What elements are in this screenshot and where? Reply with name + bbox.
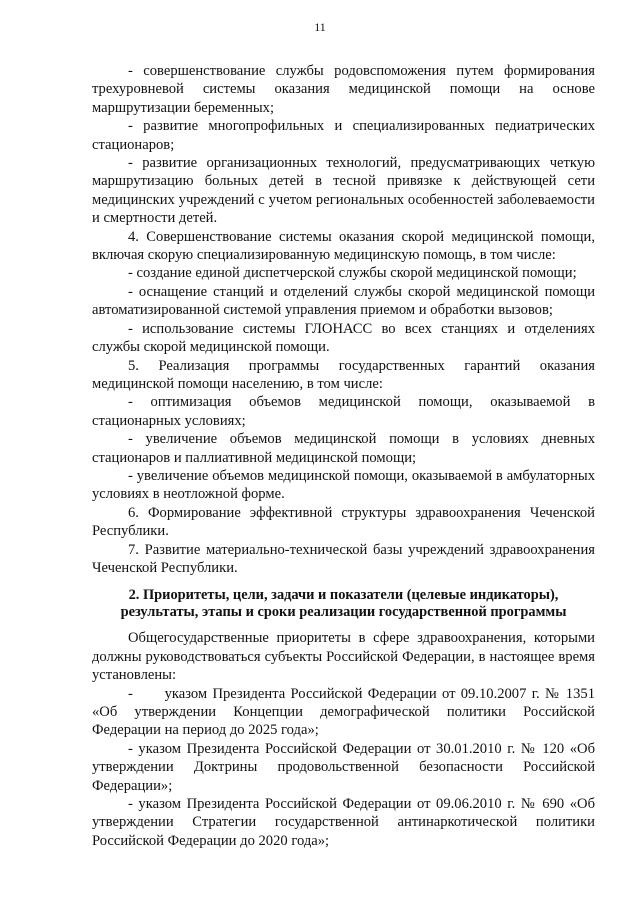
list-item: - оснащение станций и отделений службы скорой медицинской помощи автоматизированной системой управления приемом и обработки вызовов; [92, 283, 595, 319]
list-item: - указом Президента Российской Федерации от 09.06.2010 г. № 690 «Об утверждении Стратегии государственной антинаркотической политики Российской Федерации до 2020 года»; [92, 796, 595, 849]
page-number: 11 [314, 20, 326, 34]
list-item: - создание единой диспетчерской службы скорой медицинской помощи; [128, 265, 577, 282]
numbered-item: 4. Совершенствование системы оказания скорой медицинской помощи, включая скорую специализированную медицинскую помощь, в том числе: [92, 228, 595, 264]
list-item: - увеличение объемов медицинской помощи в условиях дневных стационаров и паллиативной медицинской помощи; [92, 431, 595, 466]
list-item: - развитие многопрофильных и специализированных педиатрических стационаров; [92, 118, 595, 153]
list-item: - совершенствование службы родовспоможения путем формирования трехуровневой системы оказания медицинской помощи на основе маршрутизации беременных; [92, 63, 595, 116]
section-heading: 2. Приоритеты, цели, задачи и показатели (целевые индикаторы), результаты, этапы и сроки реализации государственной программы [120, 587, 567, 621]
list-item: - развитие организационных технологий, предусматривающих четкую маршрутизацию больных детей в тесной привязке к действующей сети медицинских учреждений с учетом региональных особенностей заболеваемости и смертности детей. [92, 155, 595, 227]
numbered-item: 5. Реализация программы государственных гарантий оказания медицинской помощи населению, в том числе: [92, 357, 595, 392]
list-item: - использование системы ГЛОНАСС во всех станциях и отделениях службы скорой медицинской помощи. [92, 320, 595, 356]
numbered-item: 7. Развитие материально-технической базы учреждений здравоохранения Чеченской Республики. [92, 541, 595, 576]
list-item: - оптимизация объемов медицинской помощи, оказываемой в стационарных условиях; [92, 394, 595, 429]
list-item: - указом Президента Российской Федерации от 09.10.2007 г. № 1351 «Об утверждении Концепции демографической политики Российской Федерации на период до 2025 года»; [92, 685, 599, 739]
document-body [92, 62, 599, 850]
paragraph: Общегосударственные приоритеты в сфере здравоохранения, которыми должны руководствоваться субъекты Российской Федерации, в настоящее время установлены: [92, 630, 595, 684]
list-item: - увеличение объемов медицинской помощи, оказываемой в амбулаторных условиях в неотложной форме. [92, 467, 595, 503]
list-item: - указом Президента Российской Федерации от 30.01.2010 г. № 120 «Об утверждении Доктрины продовольственной безопасности Российской Федерации»; [92, 740, 595, 794]
numbered-item: 6. Формирование эффективной структуры здравоохранения Чеченской Республики. [92, 504, 595, 540]
